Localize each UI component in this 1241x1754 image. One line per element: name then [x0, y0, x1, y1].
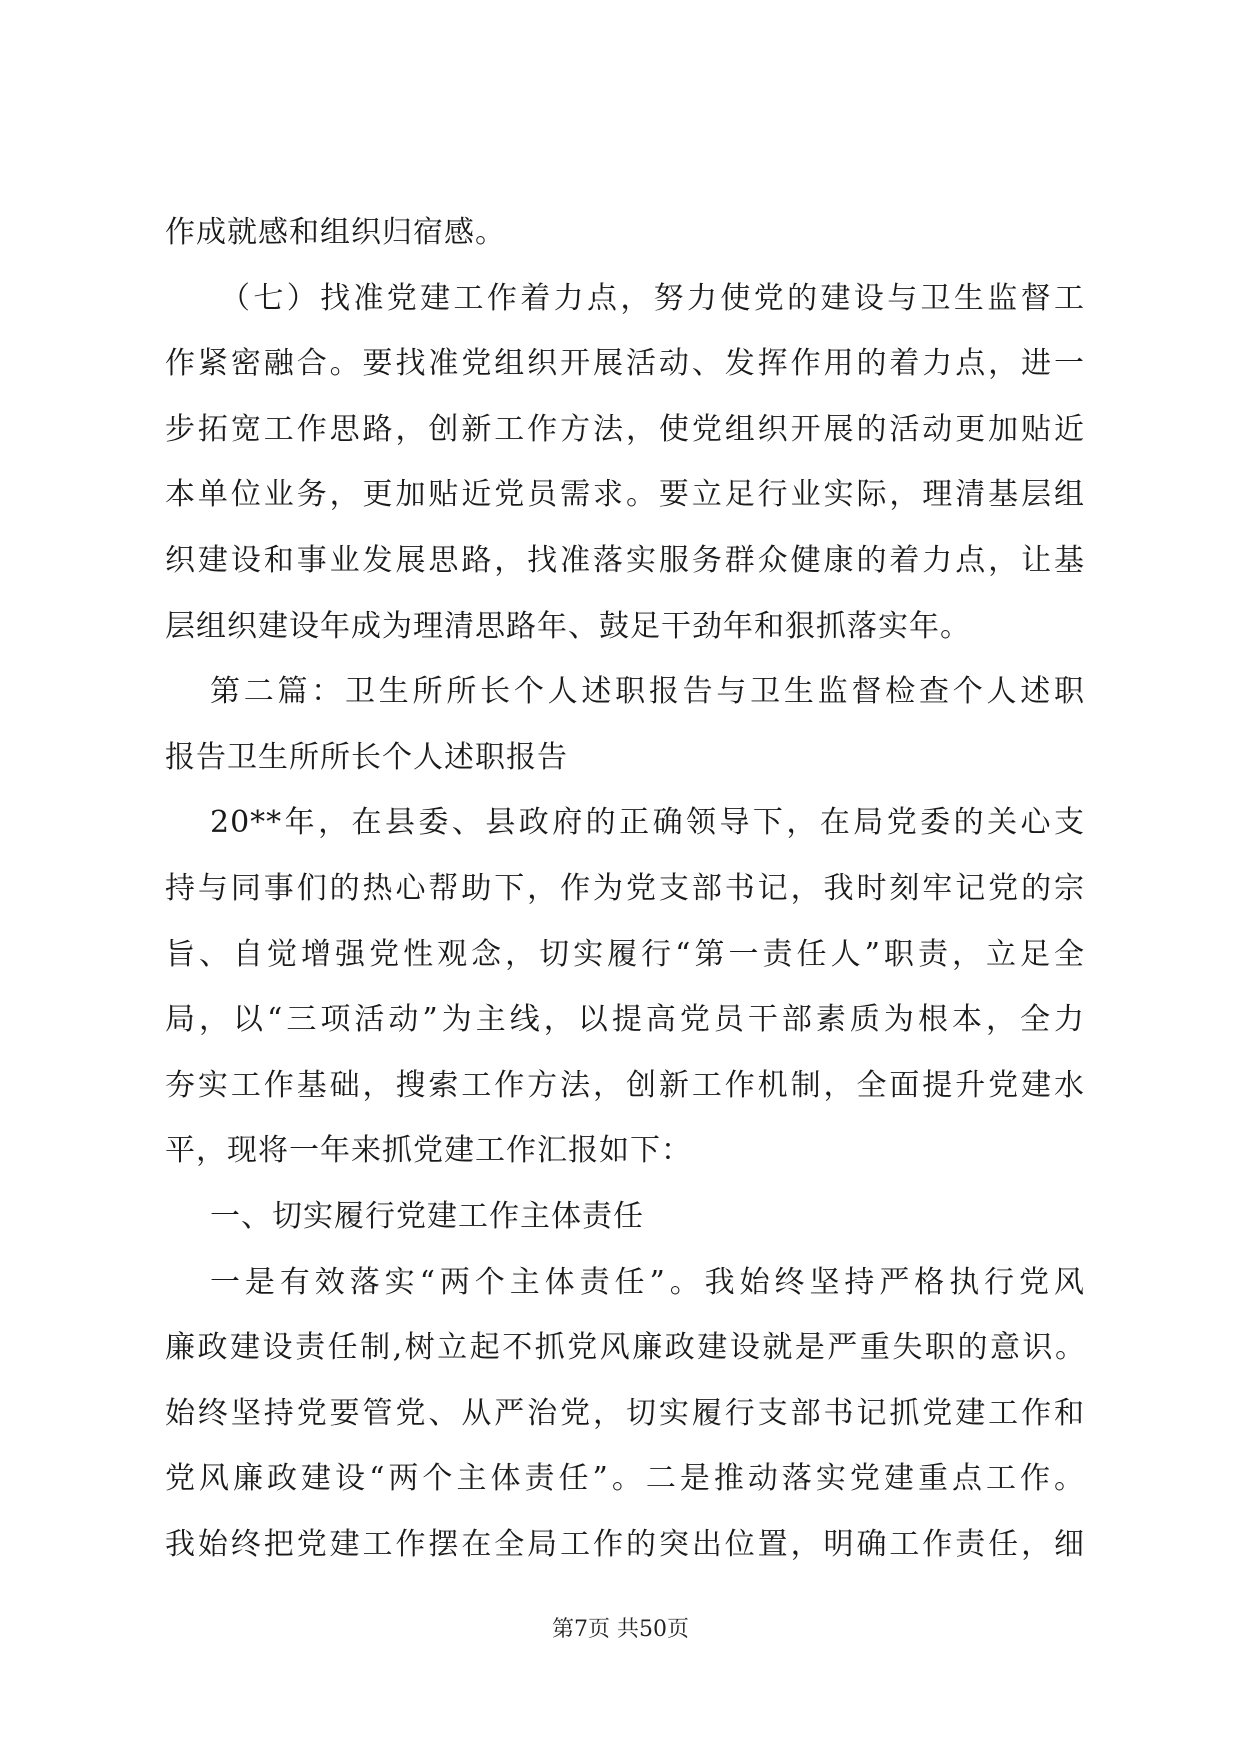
text-line: 廉政建设责任制,树立起不抓党风廉政建设就是严重失职的意识。: [165, 1330, 1085, 1366]
page-number-footer: 第7页 共50页: [552, 1617, 689, 1642]
section-heading-line: 第二篇：卫生所所长个人述职报告与卫生监督检查个人述职: [210, 674, 1085, 710]
text-line: 我始终把党建工作摆在全局工作的突出位置，明确工作责任，细: [165, 1526, 1085, 1562]
paragraph-first-line: 一是有效落实“两个主体责任”。我始终坚持严格执行党风: [210, 1264, 1085, 1300]
text-line: 党风廉政建设“两个主体责任”。二是推动落实党建重点工作。: [165, 1461, 1085, 1497]
text-line: 旨、自觉增强党性观念，切实履行“第一责任人”职责，立足全: [165, 936, 1085, 972]
paragraph-first-line: 20**年，在县委、县政府的正确领导下，在局党委的关心支: [210, 805, 1085, 841]
text-line: 局，以“三项活动”为主线，以提高党员干部素质为根本，全力: [165, 1002, 1085, 1038]
text-line: 持与同事们的热心帮助下，作为党支部书记，我时刻牢记党的宗: [165, 870, 1085, 906]
text-line: 本单位业务，更加贴近党员需求。要立足行业实际，理清基层组: [165, 477, 1085, 513]
text-line: 平，现将一年来抓党建工作汇报如下：: [165, 1133, 692, 1169]
text-line: 织建设和事业发展思路，找准落实服务群众健康的着力点，让基: [165, 542, 1085, 578]
text-line: 作紧密融合。要找准党组织开展活动、发挥作用的着力点，进一: [165, 346, 1085, 382]
subheading-line: 一、切实履行党建工作主体责任: [210, 1198, 644, 1234]
text-line: 作成就感和组织归宿感。: [165, 215, 506, 250]
text-line: 始终坚持党要管党、从严治党，切实履行支部书记抓党建工作和: [165, 1395, 1085, 1431]
paragraph-first-line: （七）找准党建工作着力点，努力使党的建设与卫生监督工: [220, 280, 1085, 316]
section-heading-line: 报告卫生所所长个人述职报告: [165, 739, 568, 775]
text-line: 夯实工作基础，搜索工作方法，创新工作机制，全面提升党建水: [165, 1067, 1085, 1103]
text-line: 步拓宽工作思路，创新工作方法，使党组织开展的活动更加贴近: [165, 411, 1085, 447]
document-body: [165, 200, 1085, 1577]
text-line: 层组织建设年成为理清思路年、鼓足干劲年和狠抓落实年。: [165, 608, 971, 644]
